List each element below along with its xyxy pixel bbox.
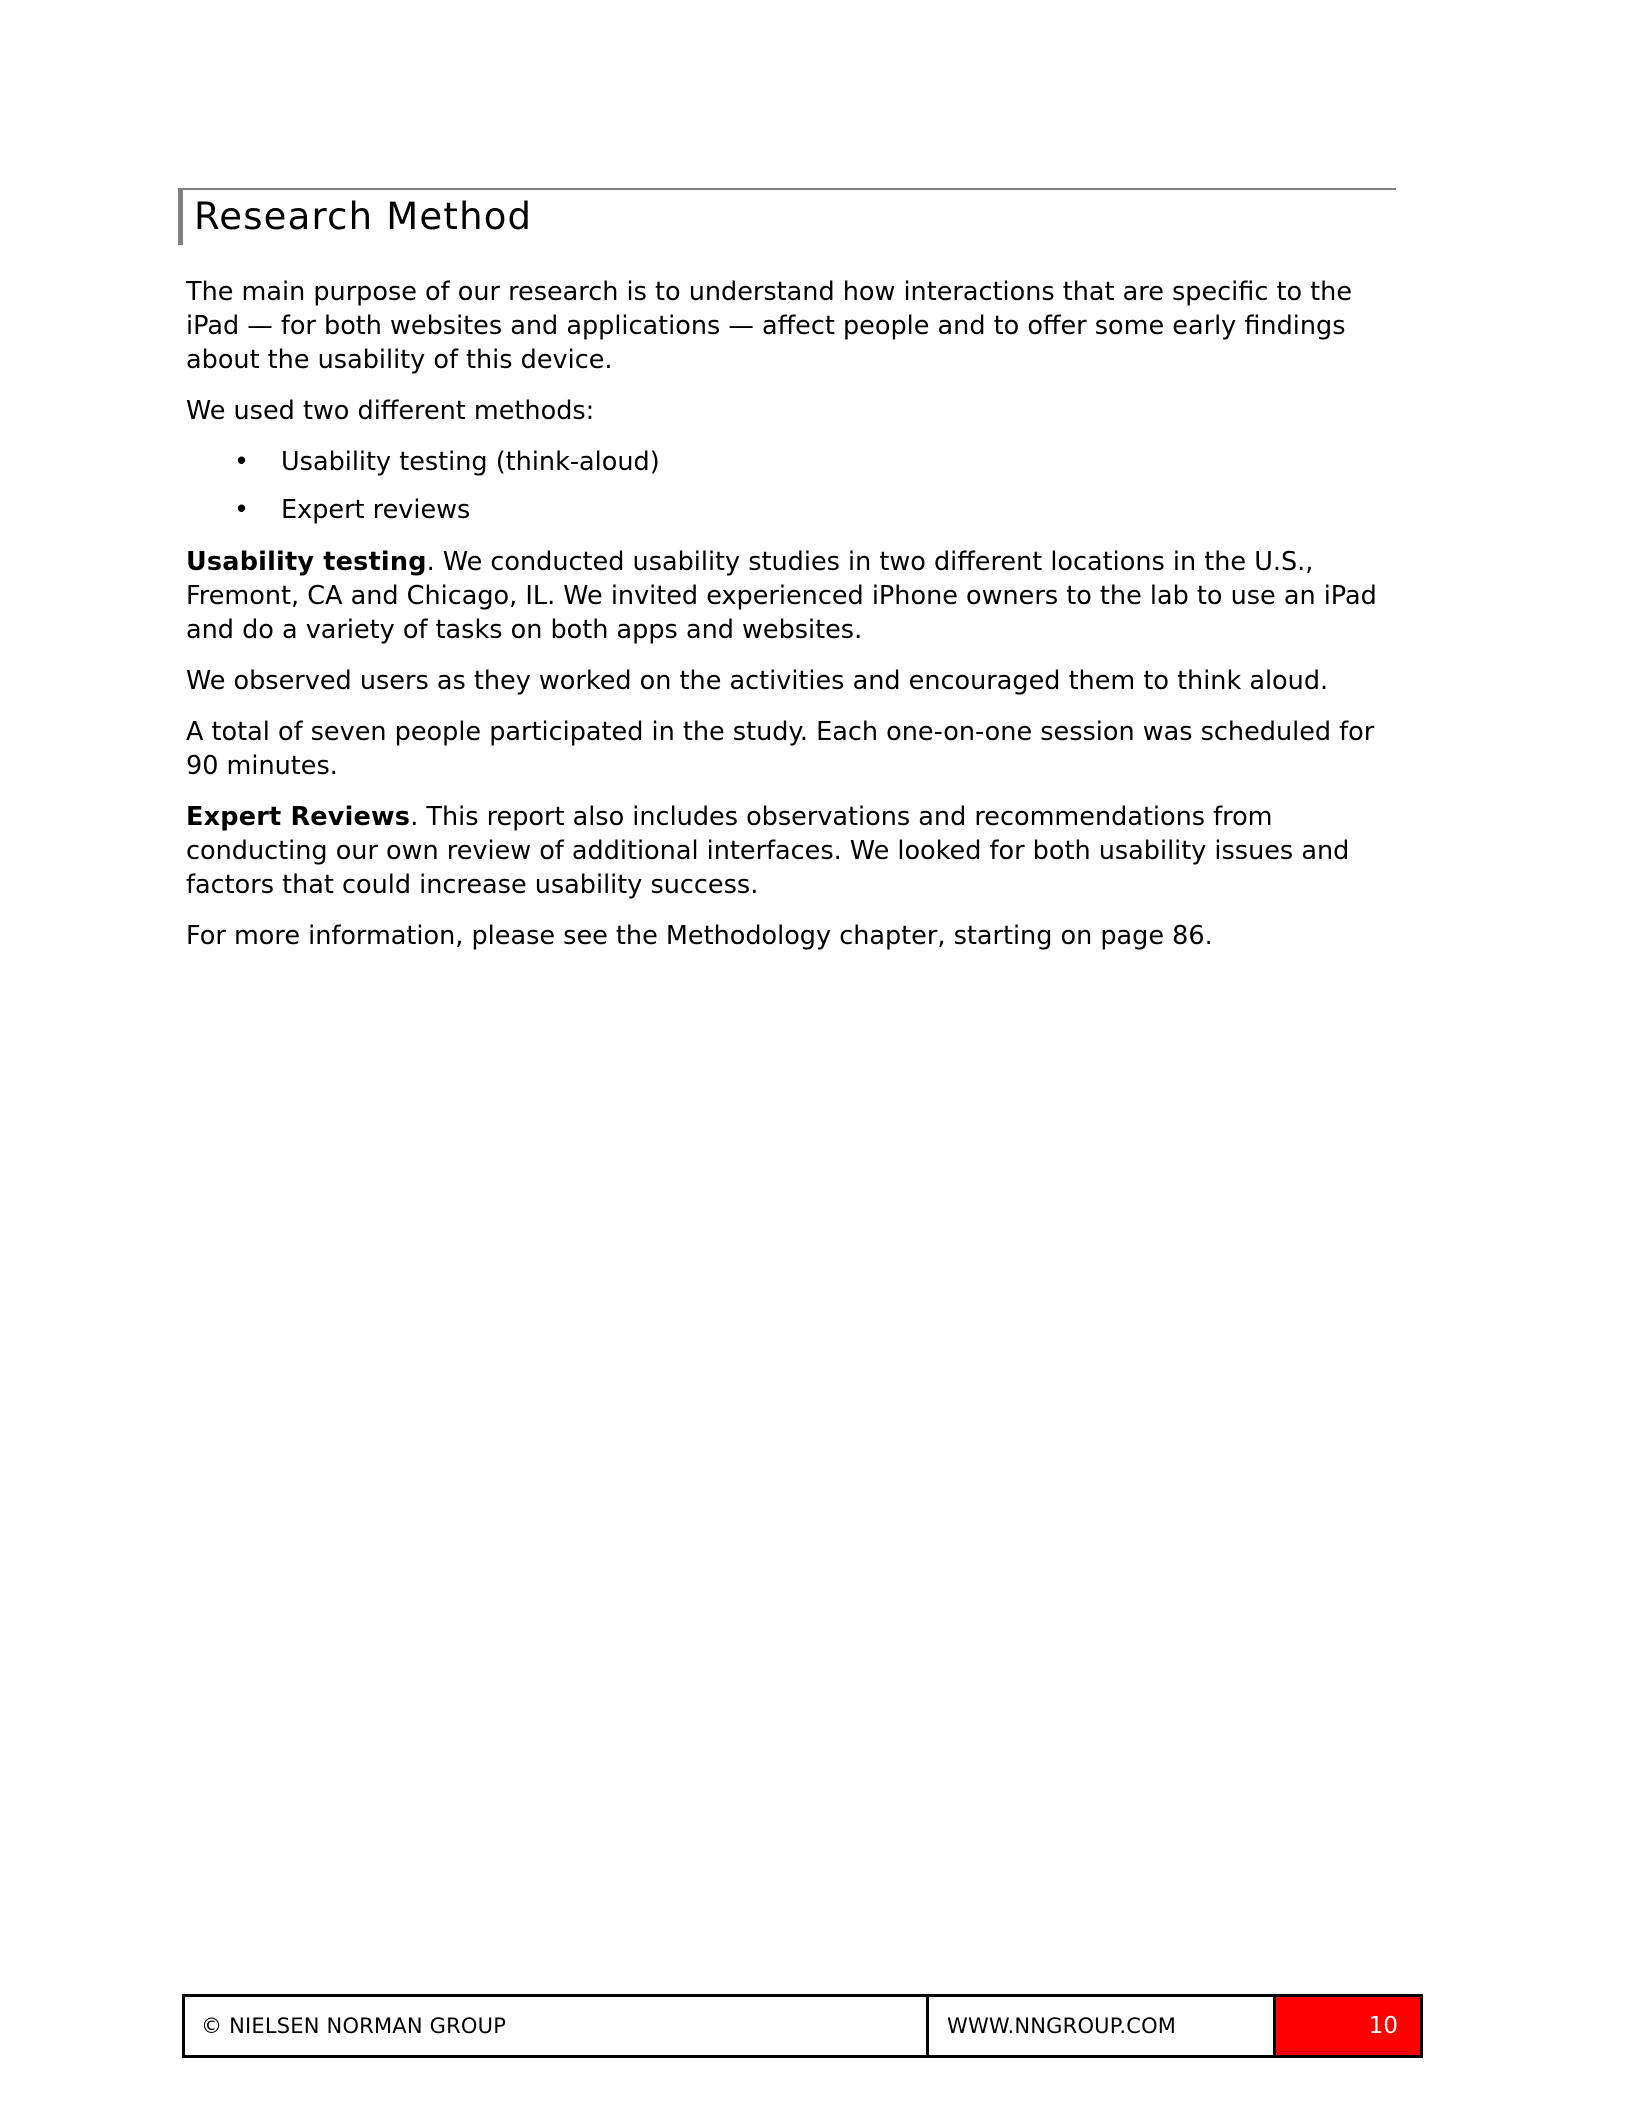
document-body [186,275,1401,953]
runin-heading-usability-testing: Usability testing [186,547,427,577]
paragraph-expert-reviews [186,800,1401,902]
list-item [186,445,1401,479]
paragraph-methods-lead: We used two different methods: [186,396,595,426]
paragraph-more-information: For more information, please see the Methodology chapter, starting on page 86. [186,921,1213,951]
list-item-label: Usability testing (think-aloud) [281,447,660,477]
runin-heading-expert-reviews: Expert Reviews [186,802,411,832]
paragraph-observed: We observed users as they worked on the activities and encouraged them to think aloud. [186,666,1329,696]
list-item [186,493,1401,527]
footer-copyright: © NIELSEN NORMAN GROUP [185,1997,929,2055]
footer-website-url: WWW.NNGROUP.COM [929,1997,1276,2055]
heading-accent-bar [178,190,183,245]
paragraph-usability-testing [186,545,1401,647]
heading-top-rule [178,188,1396,190]
bullet-icon: • [234,495,250,525]
paragraph-usability-testing-body: . We conducted usability studies in two different locations in the U.S., Fremont, CA and Chicago, IL. We invited experienced iPhone owners to the lab to use an iPad and do a variety of tasks on both apps and websites. [186,547,1377,645]
paragraph-intro: The main purpose of our research is to understand how interactions that are specific to the iPad — for both websites and applications — affect people and to offer some early findings about the usability of this device. [186,277,1353,375]
page-title: Research Method [194,195,533,238]
paragraph-participants: A total of seven people participated in the study. Each one-on-one session was scheduled for 90 minutes. [186,717,1375,781]
bullet-icon: • [234,447,250,477]
page-footer [182,1994,1423,2058]
paragraph-expert-reviews-body: . This report also includes observations and recommendations from conducting our own review of additional interfaces. We looked for both usability issues and factors that could increase usability success. [186,802,1350,900]
list-item-label: Expert reviews [281,495,471,525]
methods-list [186,445,1401,527]
footer-page-number: 10 [1276,1997,1420,2055]
